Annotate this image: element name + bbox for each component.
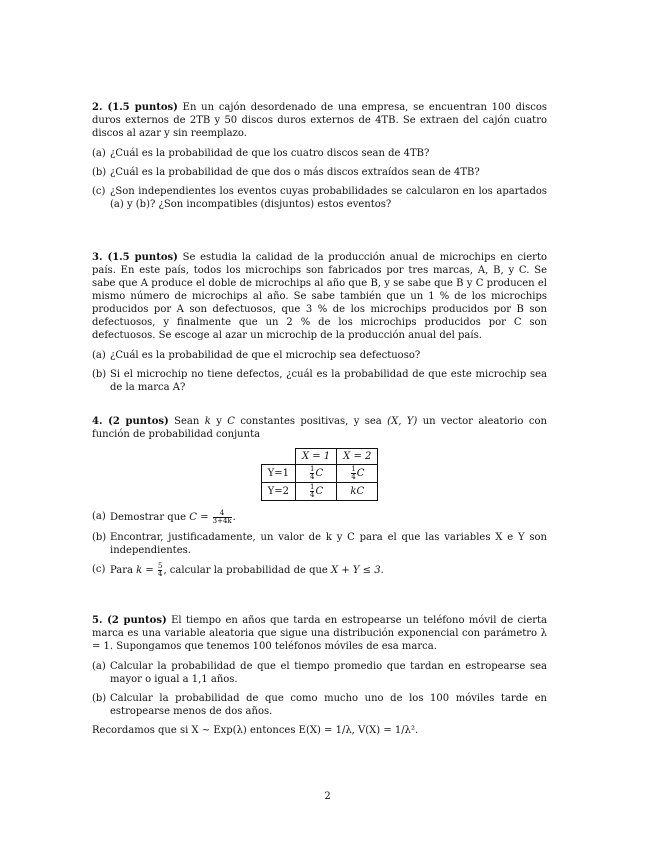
question-5-number: 5. (2 puntos) — [92, 615, 167, 626]
table-header: X = 1 — [295, 449, 336, 465]
list-item: (b) Calcular la probabilidad de que como mucho uno de los 100 móviles tarde en estropearse menos de dos años. — [92, 693, 547, 717]
question-5-statement — [92, 614, 547, 653]
question-2-statement — [92, 101, 547, 140]
question-2 — [92, 101, 547, 217]
question-5-items — [92, 660, 547, 718]
question-3-statement — [92, 251, 547, 342]
question-4-number: 4. (2 puntos) — [92, 416, 169, 427]
list-item: (a) Calcular la probabilidad de que el tiempo promedio que tardan en estropearse sea mayor o igual a 1,1 años. — [92, 661, 547, 685]
question-3 — [92, 251, 547, 400]
question-5 — [92, 614, 547, 737]
table-cell: $\frac{1}{4}$ C — [295, 465, 336, 483]
table-cell: $\frac{1}{4}$ C — [295, 483, 336, 501]
question-5-text: El tiempo en años que tarda en estropearse un teléfono móvil de cierta marca es una variable aleatoria que sigue una distribución exponencial con parámetro λ = 1. Supongamos que tenemos 100 teléfonos móviles de esa marca. — [92, 615, 548, 652]
table-cell: $\frac{1}{4}$ C — [337, 465, 378, 483]
page-number: 2 — [324, 791, 331, 802]
question-3-items — [92, 349, 547, 394]
list-item: (a) ¿Cuál es la probabilidad de que los cuatro discos sean de 4TB? — [92, 148, 430, 159]
row-label: Y=2 — [261, 483, 295, 501]
row-label: Y=1 — [261, 465, 295, 483]
question-3-number: 3. (1.5 puntos) — [92, 252, 178, 263]
list-item: (a) Demostrar que C = $\frac{4}{3+4k}$ . — [92, 509, 236, 525]
list-item: (b) Encontrar, justificadamente, un valor de k y C para el que las variables X e Y son independientes. — [92, 532, 547, 556]
question-2-items — [92, 147, 547, 211]
list-item: (b) ¿Cuál es la probabilidad de que dos o más discos extraídos sean de 4TB? — [92, 167, 480, 178]
exponential-note: Recordamos que si X ∼ Exp(λ) entonces E(X) = 1/λ, V(X) = 1/λ². — [92, 725, 419, 736]
table-cell: kC — [337, 483, 378, 501]
list-item: (a) ¿Cuál es la probabilidad de que el microchip sea defectuoso? — [92, 350, 421, 361]
question-3-text: Se estudia la calidad de la producción anual de microchips en cierto país. En este país, todos los microchips son fabricados por tres marcas, A, B, y C. Se sabe que A produce el doble de microchips al año que B, y se sabe que B y C producen el mismo número de microchips al año. Se sabe también que un 1 % de los microchips producidos por A son defectuosos, que 3 % de los microchips producidos por B son defectuosos, y finalmente que un 2 % de los microchips producidos por C son defectuosos. Se escoge al azar un microchip de la producción anual del país. — [92, 252, 547, 341]
table-row — [261, 465, 378, 483]
joint-probability-table — [261, 448, 379, 501]
table-row — [261, 483, 378, 501]
list-item: (c) Para k = $\frac{5}{4}$ , calcular la probabilidad de que X + Y ≤ 3. — [92, 562, 384, 578]
question-2-number: 2. (1.5 puntos) — [92, 102, 178, 113]
table-header: X = 2 — [337, 449, 378, 465]
question-2-text: En un cajón desordenado de una empresa, se encuentran 100 discos duros externos de 2TB y 50 discos duros externos de 4TB. Se extraen del cajón cuatro discos al azar y sin reemplazo. — [92, 102, 547, 139]
list-item: (c) ¿Son independientes los eventos cuyas probabilidades se calcularon en los apartados (a) y (b)? ¿Son incompatibles (disjuntos) estos eventos? — [92, 186, 547, 210]
question-4 — [92, 415, 547, 584]
list-item: (b) Si el microchip no tiene defectos, ¿cuál es la probabilidad de que este microchip sea de la marca A? — [92, 369, 547, 393]
question-4-items — [92, 510, 547, 578]
question-4-statement: 4. (2 puntos) Sean k y C constantes positivas, y sea (X, Y) un vector aleatorio con función de probabilidad conjunta — [92, 416, 547, 440]
